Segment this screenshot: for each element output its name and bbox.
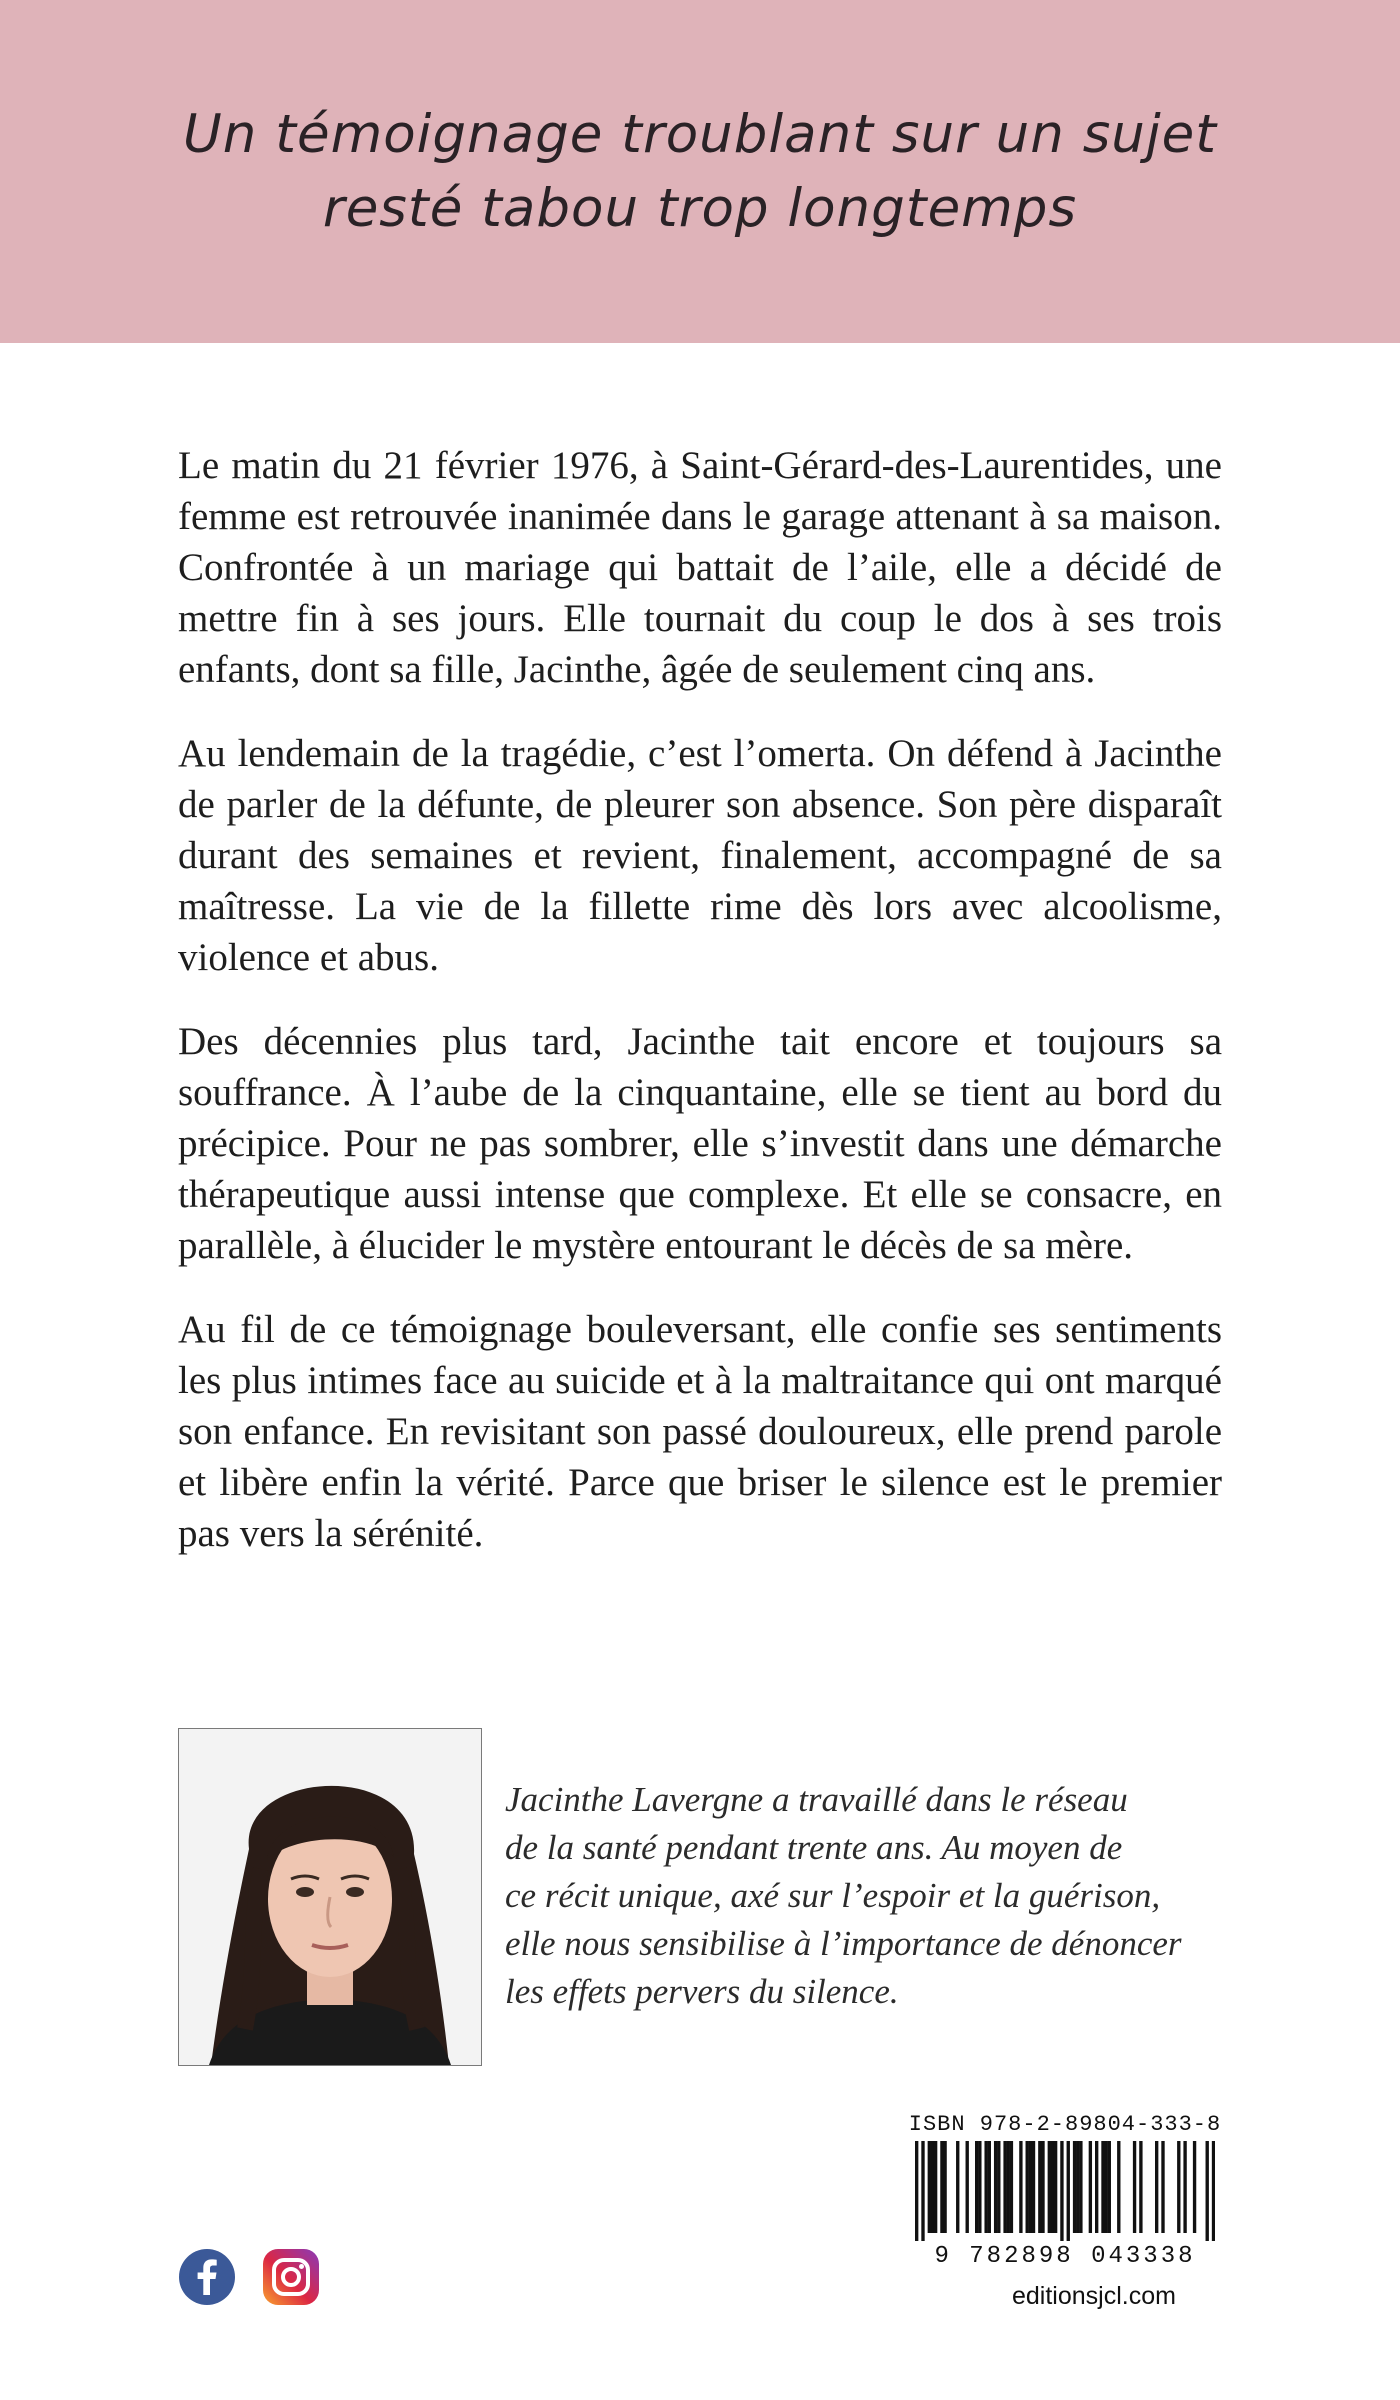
isbn-barcode <box>905 2112 1225 2270</box>
barcode-bar <box>956 2141 959 2233</box>
barcode-bar <box>1007 2141 1010 2233</box>
barcode-bar <box>931 2141 934 2233</box>
tagline-line-1: Un témoignage troublant sur un sujet <box>182 103 1218 165</box>
barcode-digits: 9 782898 043338 <box>934 2243 1196 2270</box>
facebook-icon[interactable] <box>178 2248 236 2306</box>
synopsis-paragraph-2: Au lendemain de la tragédie, c’est l’omerta. On défend à Jacinthe de parler de la défunte, de pleurer son absence. Son père disparaît durant des semaines et revient, finalement, accompagné de sa maîtresse. La vie de la fillette rime dès lors avec alcoolisme, violence et abus. <box>178 732 1222 979</box>
barcode-bar <box>1089 2141 1092 2233</box>
tagline-line-2: resté tabou trop longtemps <box>322 177 1078 239</box>
barcode-bar <box>1073 2141 1076 2233</box>
barcode-bar <box>1029 2141 1032 2233</box>
barcode-bar <box>1133 2141 1136 2233</box>
author-bio-line: ce récit unique, axé sur l’espoir et la guérison, <box>505 1876 1161 1915</box>
barcode-bar <box>1048 2141 1051 2233</box>
barcode-bar <box>1155 2141 1158 2233</box>
barcode-bar <box>1104 2141 1107 2233</box>
barcode-bar <box>1054 2141 1057 2233</box>
author-photo <box>178 1728 482 2066</box>
barcode-bar <box>1067 2141 1070 2241</box>
barcode-bar <box>940 2141 943 2233</box>
barcode-bar <box>934 2141 937 2233</box>
barcode-bar <box>1212 2141 1215 2241</box>
barcode-bar <box>978 2141 981 2233</box>
barcode-bar <box>1101 2141 1104 2233</box>
barcode-bar <box>1079 2141 1082 2233</box>
barcode-bar <box>997 2141 1000 2233</box>
barcode-bar <box>1010 2141 1013 2233</box>
barcode-bar <box>1060 2141 1063 2241</box>
synopsis-paragraph-1: Le matin du 21 février 1976, à Saint-Gérard-des-Laurentides, une femme est retrouvée inanimée dans le garage attenant à sa maison. Confrontée à un mariage qui battait de l’aile, elle a décidé de mettre fin à ses jours. Elle tournait du coup le dos à ses trois enfants, dont sa fille, Jacinthe, âgée de seulement cinq ans. <box>178 444 1222 691</box>
barcode-bar <box>994 2141 997 2233</box>
instagram-icon[interactable] <box>262 2248 320 2306</box>
author-bio-line: les effets pervers du silence. <box>505 1972 899 2011</box>
barcode-bar <box>1095 2141 1098 2233</box>
barcode-bar <box>1032 2141 1035 2233</box>
author-bio <box>505 1776 1205 2016</box>
author-bio-line: de la santé pendant trente ans. Au moyen de <box>505 1828 1123 1867</box>
publisher-website[interactable]: editionsjcl.com <box>1012 2282 1176 2310</box>
barcode-bar <box>966 2141 969 2233</box>
tagline <box>183 98 1217 246</box>
isbn-label: ISBN 978-2-89804-333-8 <box>908 2112 1222 2137</box>
barcode-bar <box>921 2141 924 2241</box>
barcode-bar <box>928 2141 931 2233</box>
barcode-bar <box>1038 2141 1041 2233</box>
barcode-bars <box>915 2141 1215 2241</box>
synopsis <box>178 440 1222 1592</box>
barcode-bar <box>1117 2141 1120 2233</box>
synopsis-paragraph-3: Des décennies plus tard, Jacinthe tait encore et toujours sa souffrance. À l’aube de la cinquantaine, elle se tient au bord du précipice. Pour ne pas sombrer, elle s’investit dans une démarche thérapeutique aussi intense que complexe. Et elle se consacre, en parallèle, à élucider le mystère entourant le décès de sa mère. <box>178 1020 1222 1267</box>
barcode-bar <box>915 2141 918 2241</box>
barcode-bar <box>975 2141 978 2233</box>
barcode-bar <box>1076 2141 1079 2233</box>
barcode-bar <box>1206 2141 1209 2241</box>
author-bio-line: Jacinthe Lavergne a travaillé dans le réseau <box>505 1780 1128 1819</box>
barcode-bar <box>943 2141 946 2233</box>
barcode-bar <box>1003 2141 1006 2233</box>
barcode-bar <box>1019 2141 1022 2233</box>
barcode-bar <box>1161 2141 1164 2233</box>
tagline-banner <box>0 0 1400 343</box>
barcode-bar <box>1139 2141 1142 2233</box>
barcode-bar <box>988 2141 991 2233</box>
author-bio-line: elle nous sensibilise à l’importance de dénoncer <box>505 1924 1182 1963</box>
barcode-bar <box>1026 2141 1029 2233</box>
barcode-bar <box>1183 2141 1186 2233</box>
barcode-bar <box>1041 2141 1044 2233</box>
barcode-bar <box>984 2141 987 2233</box>
synopsis-paragraph-4: Au fil de ce témoignage bouleversant, elle confie ses sentiments les plus intimes face au suicide et à la maltraitance qui ont marqué son enfance. En revisitant son passé douloureux, elle prend parole et libère enfin la vérité. Parce que briser le silence est le premier pas vers la sérénité. <box>178 1308 1222 1555</box>
barcode-bar <box>1177 2141 1180 2233</box>
author-portrait-illustration <box>179 1729 481 2065</box>
barcode-bar <box>1108 2141 1111 2233</box>
barcode-bar <box>1193 2141 1196 2233</box>
barcode-bar <box>1051 2141 1054 2233</box>
